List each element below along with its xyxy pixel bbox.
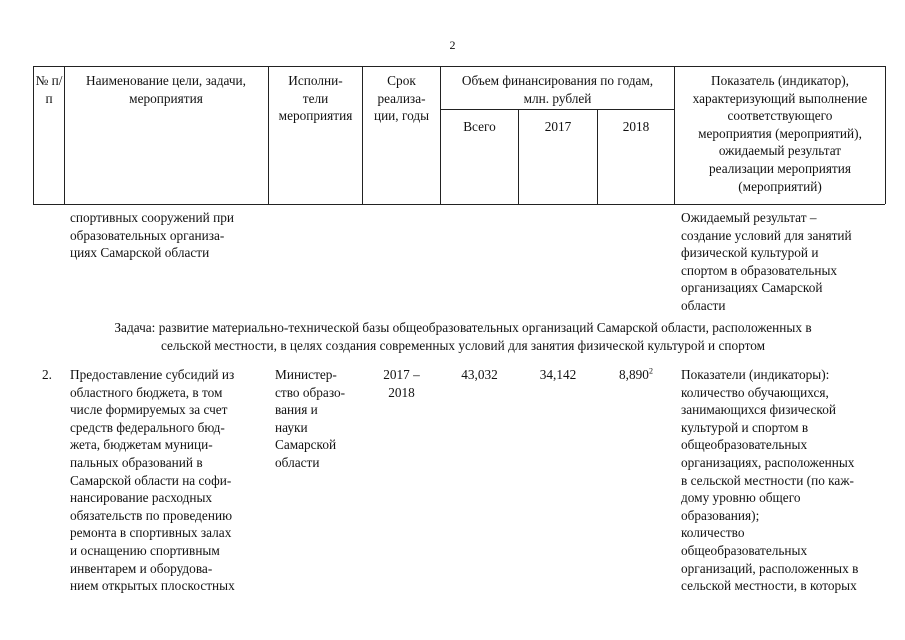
task-heading: Задача: развитие материально-технической базы общеобразовательных организаций Самарской области, расположенных в сельской местности, в целях создания современных условий для занятия физической культурой и спортом: [114, 320, 812, 353]
header-col-total: Всего: [463, 119, 496, 134]
header-col-name: Наименование цели, задачи, мероприятия: [86, 73, 246, 106]
header-col-num: № п/п: [35, 73, 63, 106]
row2-2017: 34,142: [539, 367, 577, 382]
row2-term: 2017 – 2018: [383, 367, 420, 400]
header-col-funding: Объем финансирования по годам, млн. рублей: [461, 73, 654, 106]
continuation-name: спортивных сооружений при образовательных организа- циях Самарской области: [70, 210, 234, 261]
page-number: 2: [449, 38, 456, 52]
col-border-8: [885, 66, 886, 204]
col-border-1: [64, 66, 65, 204]
header-col-indicator: Показатель (индикатор), характеризующий выполнение соответствующего мероприятия (мероприятий), ожидаемый результат реализации мероприятия (мероприятий): [692, 73, 868, 194]
header-col-2018: 2018: [622, 119, 650, 134]
header-col-executor: Исполни- тели мероприятия: [278, 73, 353, 124]
header-col-2017: 2017: [544, 119, 572, 134]
row2-indicator: Показатели (индикаторы): количество обучающихся, занимающихся физической культурой и спортом в общеобразовательных организациях, расположенных в сельской местности (по каж- дому уровню общего образования); количество общеобразовательных организаций, расположенных в сельской местности, в которых: [681, 367, 859, 594]
continuation-indicator: Ожидаемый результат – создание условий для занятий физической культурой и спортом в образовательных организациях Самарской области: [681, 210, 852, 313]
row2-executor: Министер- ство образо- вания и науки Самарской области: [275, 367, 346, 470]
row2-2018-value: 8,890: [619, 367, 649, 382]
header-top-border: [33, 66, 885, 67]
row2-num: 2.: [42, 367, 52, 382]
row2-total: 43,032: [461, 367, 498, 382]
header-bottom-border: [33, 204, 885, 205]
funding-divider: [440, 109, 674, 110]
row2-2018: [598, 366, 674, 384]
row2-2018-footnote-mark: 2: [648, 366, 653, 376]
header-col-term: Срок реализа- ции, годы: [373, 73, 430, 124]
row2-name: Предоставление субсидий из областного бюджета, в том числе формируемых за счет средств федерального бюд- жета, бюджетам муници- пальных образований в Самарской области на софи- нансирование расходных обязательств по проведению ремонта в спортивных залах и оснащению спортивным инвентарем и оборудова- нием открытых плоскостных: [70, 367, 235, 594]
